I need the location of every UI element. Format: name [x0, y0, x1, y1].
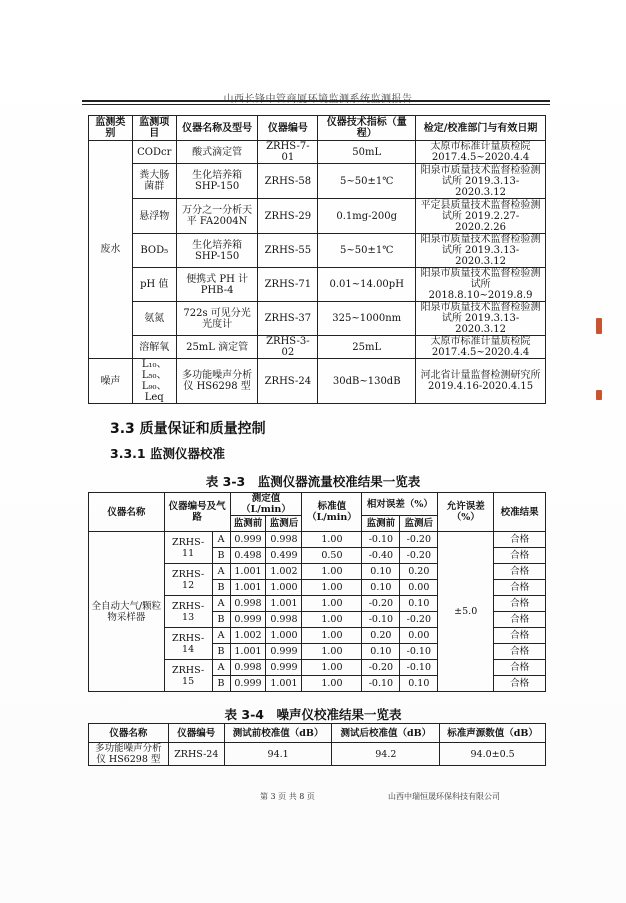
calibration-cell: 太原市标准计量质检院 2017.4.5~2020.4.4 [416, 141, 546, 164]
after-cell: 1.001 [266, 596, 302, 612]
header-instrument: 仪器名称 [89, 493, 165, 532]
noise-instrument-name: 多功能噪声分析仪 HS6298 型 [89, 743, 169, 766]
standard-cell: 1.00 [302, 564, 362, 580]
result-cell: 合格 [494, 548, 546, 564]
allowed-error-cell: ±5.0 [438, 532, 494, 692]
unit-id-cell: ZRHS-15 [164, 660, 212, 692]
instrument-cell: 722s 可见分光光度计 [176, 302, 258, 336]
path-cell: A [212, 660, 230, 676]
result-cell: 合格 [494, 596, 546, 612]
column-header: 仪器编号 [258, 116, 318, 141]
table-3-4-caption: 表 3-4 噪声仪校准结果一览表 [224, 707, 402, 722]
item-cell: pH 值 [132, 268, 176, 302]
id-cell: ZRHS-58 [258, 164, 318, 199]
running-header [118, 88, 518, 98]
error-after-cell: 0.10 [400, 676, 438, 692]
error-before-cell: -0.10 [362, 676, 400, 692]
standard-cell: 1.00 [302, 596, 362, 612]
header-standard-source: 标准声源数值（dB） [440, 724, 546, 743]
error-after-cell: 0.10 [400, 596, 438, 612]
table-row [89, 336, 546, 359]
header-rule-thin [82, 104, 550, 105]
table-row [89, 268, 546, 302]
result-cell: 合格 [494, 532, 546, 548]
before-cell: 0.999 [230, 612, 266, 628]
path-cell: B [212, 580, 230, 596]
instrument-cell: 25mL 滴定管 [176, 336, 258, 359]
noise-instrument-id: ZRHS-24 [168, 743, 224, 766]
id-cell: ZRHS-37 [258, 302, 318, 336]
table-row [89, 141, 546, 164]
item-cell: 溶解氧 [132, 336, 176, 359]
instrument-cell: 万分之一分析天平 FA2004N [176, 199, 258, 234]
item-cell: BOD₅ [132, 234, 176, 268]
section-heading-3-3: 3.3 质量保证和质量控制 [110, 421, 266, 437]
result-cell: 合格 [494, 660, 546, 676]
noise-before-value: 94.1 [224, 743, 332, 766]
flow-calibration-table [88, 492, 546, 692]
error-after-cell: -0.10 [400, 660, 438, 676]
standard-cell: 1.00 [302, 612, 362, 628]
footer-page-number: 第 3 页 共 8 页 [260, 792, 315, 801]
id-cell: ZRHS-71 [258, 268, 318, 302]
after-cell: 1.001 [266, 676, 302, 692]
error-after-cell: 0.00 [400, 580, 438, 596]
error-after-cell: 0.20 [400, 564, 438, 580]
result-cell: 合格 [494, 580, 546, 596]
path-cell: B [212, 548, 230, 564]
instrument-cell: 生化培养箱 SHP-150 [176, 164, 258, 199]
error-before-cell: 0.10 [362, 580, 400, 596]
after-cell: 0.999 [266, 660, 302, 676]
item-cell: CODcr [132, 141, 176, 164]
item-cell: 悬浮物 [132, 199, 176, 234]
before-cell: 1.001 [230, 564, 266, 580]
id-cell: ZRHS-7-01 [258, 141, 318, 164]
header-after: 测试后校准值（dB） [332, 724, 440, 743]
standard-cell: 1.00 [302, 644, 362, 660]
after-cell: 1.000 [266, 628, 302, 644]
before-cell: 1.001 [230, 580, 266, 596]
calibration-cell: 河北省计量监督检测研究所 2019.4.16-2020.4.15 [416, 359, 546, 404]
error-before-cell: -0.10 [362, 532, 400, 548]
table-row [89, 234, 546, 268]
item-cell: L₁₀、L₅₀、L₉₀、Leq [132, 359, 176, 404]
column-header: 监测项目 [132, 116, 176, 141]
after-cell: 0.999 [266, 644, 302, 660]
header-measured: 测定值（L/min） [230, 493, 302, 516]
table-row [89, 302, 546, 336]
error-before-cell: 0.10 [362, 564, 400, 580]
header-error-after: 监测后 [400, 516, 438, 532]
header-name: 仪器名称 [89, 724, 169, 743]
path-cell: A [212, 628, 230, 644]
table-row [89, 164, 546, 199]
category-cell: 噪声 [89, 359, 133, 404]
error-after-cell: -0.20 [400, 548, 438, 564]
before-cell: 0.998 [230, 660, 266, 676]
error-before-cell: -0.20 [362, 660, 400, 676]
calibration-cell: 太原市标准计量质检院 2017.4.5~2020.4.4 [416, 336, 546, 359]
after-cell: 0.998 [266, 532, 302, 548]
range-cell: 0.1mg-200g [318, 199, 416, 234]
error-before-cell: -0.20 [362, 596, 400, 612]
before-cell: 0.498 [230, 548, 266, 564]
after-cell: 1.002 [266, 564, 302, 580]
id-cell: ZRHS-24 [258, 359, 318, 404]
sampler-name-cell: 全自动大气/颗粒物采样器 [89, 532, 165, 692]
header-rule [82, 100, 550, 102]
header-measured-after: 监测后 [266, 516, 302, 532]
section-heading-3-3-1: 3.3.1 监测仪器校准 [110, 446, 225, 461]
error-before-cell: 0.20 [362, 628, 400, 644]
table-row [89, 532, 546, 548]
path-cell: B [212, 676, 230, 692]
error-after-cell: -0.20 [400, 532, 438, 548]
result-cell: 合格 [494, 644, 546, 660]
standard-cell: 0.50 [302, 548, 362, 564]
error-after-cell: 0.00 [400, 628, 438, 644]
before-cell: 1.002 [230, 628, 266, 644]
noise-after-value: 94.2 [332, 743, 440, 766]
calibration-cell: 平定县质量技术监督检验测试所 2019.2.27-2020.2.26 [416, 199, 546, 234]
header-id-path: 仪器编号及气路 [164, 493, 230, 532]
error-before-cell: -0.10 [362, 612, 400, 628]
unit-id-cell: ZRHS-13 [164, 596, 212, 628]
calibration-cell: 阳泉市质量技术监督检验测试所 2018.8.10~2019.8.9 [416, 268, 546, 302]
unit-id-cell: ZRHS-12 [164, 564, 212, 596]
instrument-cell: 生化培养箱 SHP-150 [176, 234, 258, 268]
column-header: 仪器技术指标（量程） [318, 116, 416, 141]
item-cell: 氨氮 [132, 302, 176, 336]
header-id: 仪器编号 [168, 724, 224, 743]
before-cell: 0.999 [230, 532, 266, 548]
header-relative-error: 相对误差（%） [362, 493, 438, 516]
column-header: 检定/校准部门与有效日期 [416, 116, 546, 141]
path-cell: B [212, 612, 230, 628]
result-cell: 合格 [494, 676, 546, 692]
header-error-before: 监测前 [362, 516, 400, 532]
header-standard: 标准值（L/min） [302, 493, 362, 532]
instrument-table [88, 115, 546, 404]
calibration-cell: 阳泉市质量技术监督检验测试所 2019.3.13-2020.3.12 [416, 164, 546, 199]
error-after-cell: -0.20 [400, 612, 438, 628]
path-cell: A [212, 596, 230, 612]
header-before: 测试前校准值（dB） [224, 724, 332, 743]
table-header-row [89, 116, 546, 141]
noise-calibration-table [88, 723, 546, 766]
range-cell: 0.01~14.00pH [318, 268, 416, 302]
after-cell: 1.000 [266, 580, 302, 596]
instrument-cell: 酸式滴定管 [176, 141, 258, 164]
id-cell: ZRHS-3-02 [258, 336, 318, 359]
calibration-cell: 阳泉市质量技术监督检验测试所 2019.3.13-2020.3.12 [416, 302, 546, 336]
standard-cell: 1.00 [302, 532, 362, 548]
result-cell: 合格 [494, 612, 546, 628]
result-cell: 合格 [494, 564, 546, 580]
error-before-cell: 0.10 [362, 644, 400, 660]
table-3-3-caption: 表 3-3 监测仪器流量校准结果一览表 [205, 474, 421, 489]
instrument-cell: 多功能噪声分析仪 HS6298 型 [176, 359, 258, 404]
table-row [89, 199, 546, 234]
footer-company: 山西中瑞恒晟环保科技有限公司 [388, 792, 500, 801]
id-cell: ZRHS-55 [258, 234, 318, 268]
standard-cell: 1.00 [302, 628, 362, 644]
table-row [89, 359, 546, 404]
header-measured-before: 监测前 [230, 516, 266, 532]
path-cell: A [212, 532, 230, 548]
error-after-cell: -0.10 [400, 644, 438, 660]
calibration-cell: 阳泉市质量技术监督检验测试所 2019.3.13-2020.3.12 [416, 234, 546, 268]
range-cell: 25mL [318, 336, 416, 359]
after-cell: 0.998 [266, 612, 302, 628]
path-cell: A [212, 564, 230, 580]
error-before-cell: -0.40 [362, 548, 400, 564]
after-cell: 0.499 [266, 548, 302, 564]
path-cell: B [212, 644, 230, 660]
range-cell: 5~50±1℃ [318, 234, 416, 268]
header-allowed-error: 允许误差（%） [438, 493, 494, 532]
unit-id-cell: ZRHS-14 [164, 628, 212, 660]
range-cell: 325~1000nm [318, 302, 416, 336]
margin-mark [596, 390, 602, 400]
range-cell: 30dB~130dB [318, 359, 416, 404]
before-cell: 0.999 [230, 676, 266, 692]
result-cell: 合格 [494, 628, 546, 644]
range-cell: 50mL [318, 141, 416, 164]
unit-id-cell: ZRHS-11 [164, 532, 212, 564]
column-header: 监测类别 [89, 116, 133, 141]
header-result: 校准结果 [494, 493, 546, 532]
noise-standard-value: 94.0±0.5 [440, 743, 546, 766]
column-header: 仪器名称及型号 [176, 116, 258, 141]
standard-cell: 1.00 [302, 580, 362, 596]
margin-mark [596, 318, 602, 334]
category-cell: 废水 [89, 141, 133, 359]
standard-cell: 1.00 [302, 676, 362, 692]
before-cell: 1.001 [230, 644, 266, 660]
id-cell: ZRHS-29 [258, 199, 318, 234]
standard-cell: 1.00 [302, 660, 362, 676]
before-cell: 0.998 [230, 596, 266, 612]
instrument-cell: 便携式 PH 计 PHB-4 [176, 268, 258, 302]
range-cell: 5~50±1℃ [318, 164, 416, 199]
item-cell: 粪大肠菌群 [132, 164, 176, 199]
